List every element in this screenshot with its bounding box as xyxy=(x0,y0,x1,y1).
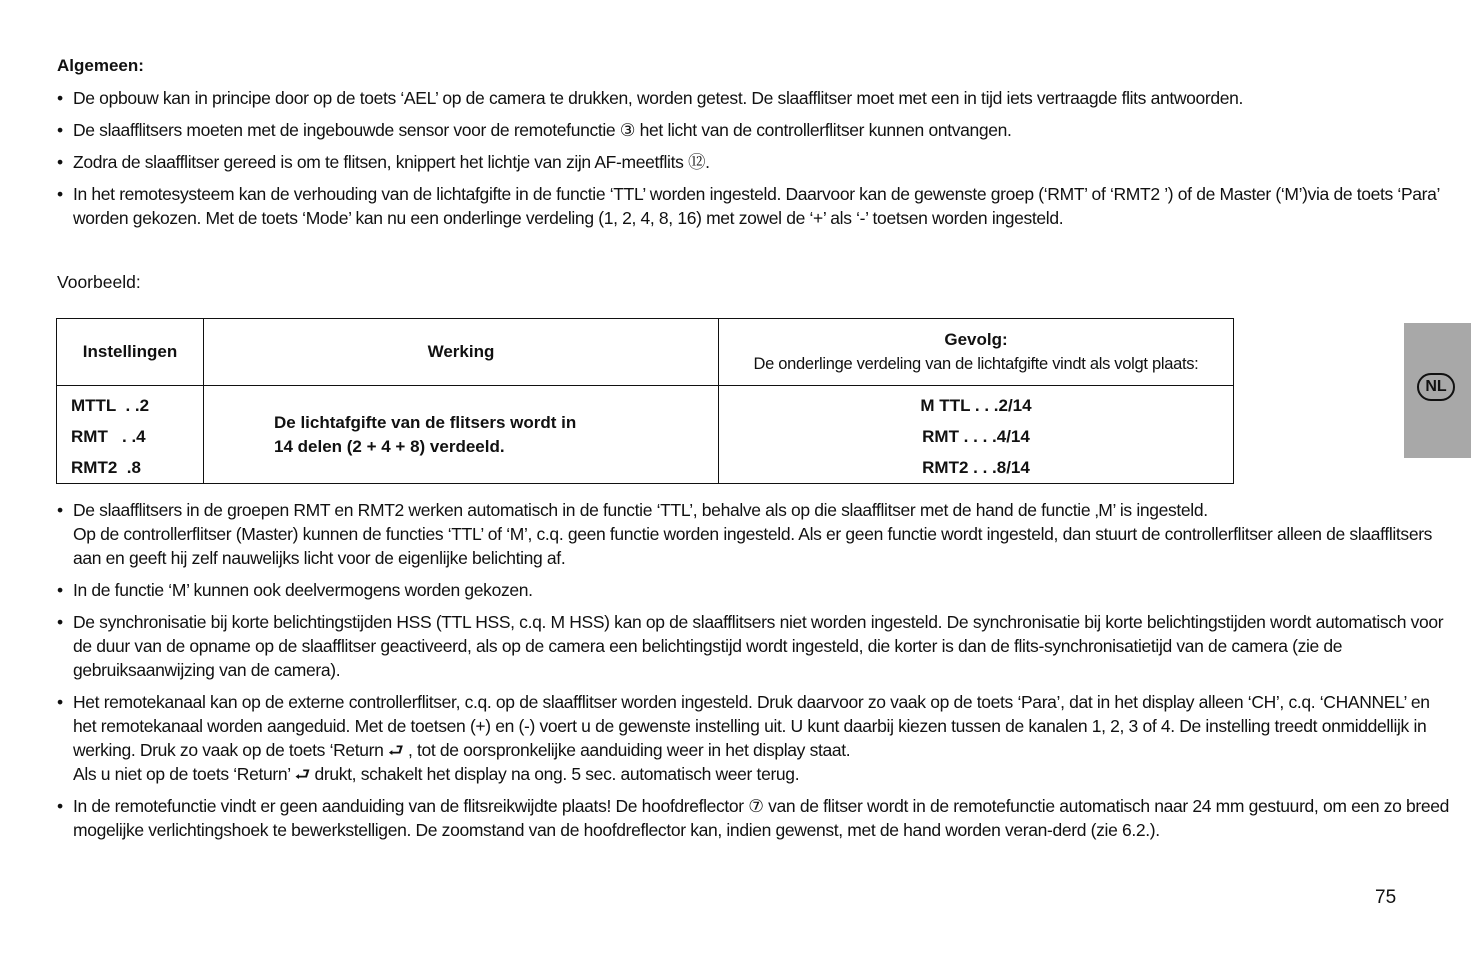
list-item xyxy=(57,794,1457,842)
bullet-dot: • xyxy=(57,692,63,712)
bullet-dot: • xyxy=(57,184,63,204)
list-item-text: In het remotesysteem kan de verhouding van de lichtafgifte in de functie ‘TTL’ worden ingesteld. Daarvoor kan de gewenste groep (‘RMT’ of ‘RMT2 ’) of de Master (‘M’)via de toets ‘Para’ worden gekozen. Met de toets ‘Mode’ kan nu een onderlinge verdeling (1, 2, 4, 8, 16) met zowel de ‘+’ als ‘-’ toetsen worden ingesteld. xyxy=(73,184,1440,228)
werking-cell xyxy=(204,386,719,484)
list-item xyxy=(57,86,1457,110)
list-item xyxy=(57,118,1457,142)
section-heading: Algemeen: xyxy=(57,56,144,75)
bullet-dot: • xyxy=(57,88,63,108)
bullet-dot: • xyxy=(57,500,63,520)
bullet-dot: • xyxy=(57,152,63,172)
setting-value: RMT2 .8 xyxy=(71,458,141,477)
gevolg-value: RMT2 . . .8/14 xyxy=(922,458,1030,477)
table-row xyxy=(57,386,1234,484)
werking-line: 14 delen (2 + 4 + 8) verdeeld. xyxy=(274,436,505,456)
list-item-text: De slaafflitsers in de groepen RMT en RMT2 werken automatisch in de functie ‘TTL’, behalve als op die slaafflitser met de hand de functie ‚M’ is ingesteld. Op de controllerflitser (Master) kunnen de functies ‘TTL’ of ‘M’, c.q. geen functie worden ingesteld. Als er geen functie wordt ingesteld, dan stuurt de controllerflitser alleen de slaafflitsers aan en geeft hij zelf nauwelijks licht voor de eigenlijke belichting af. xyxy=(73,500,1433,568)
werking-line: De lichtafgifte van de flitsers wordt in xyxy=(274,412,577,432)
list-item-text: De synchronisatie bij korte belichtingstijden HSS (TTL HSS, c.q. M HSS) kan op de slaafflitsers niet worden ingesteld. De synchronisatie bij korte belichtingstijden wordt automatisch voor de duur van de opname op de slaafflitser geactiveerd, als op de camera een belichtingstijd wordt ingesteld, die korter is dan de flits-synchronisatietijd van de camera (zie de gebruiksaanwijzing van de camera). xyxy=(73,612,1444,680)
header-instellingen: Instellingen xyxy=(57,319,204,386)
list-item xyxy=(57,498,1457,570)
list-item xyxy=(57,182,1457,230)
gevolg-value: M TTL . . .2/14 xyxy=(920,396,1032,415)
bullet-dot: • xyxy=(57,580,63,600)
language-badge: NL xyxy=(1417,373,1455,401)
list-item-text: De opbouw kan in principe door op de toets ‘AEL’ op de camera te drukken, worden getest. De slaafflitser moet met een in tijd iets vertraagde flits antwoorden. xyxy=(73,88,1244,108)
gevolg-cell xyxy=(719,386,1234,484)
list-item-text: In de functie ‘M’ kunnen ook deelvermogens worden gekozen. xyxy=(73,580,533,600)
list-item xyxy=(57,578,1457,602)
example-label: Voorbeeld: xyxy=(57,272,141,292)
list-item xyxy=(57,150,1457,174)
list-item xyxy=(57,610,1457,682)
bullet-dot: • xyxy=(57,120,63,140)
list-item-text: De slaafflitsers moeten met de ingebouwde sensor voor de remotefunctie ③ het licht van de controllerflitser kunnen ontvangen. xyxy=(73,120,1012,140)
page-number: 75 xyxy=(1375,887,1397,908)
gevolg-value: RMT . . . .4/14 xyxy=(922,427,1030,446)
header-gevolg xyxy=(719,319,1234,386)
table-header-row xyxy=(57,319,1234,386)
list-item xyxy=(57,690,1457,786)
list-item-text: In de remotefunctie vindt er geen aanduiding van de flitsreikwijdte plaats! De hoofdreflector ⑦ van de flitser wordt in de remotefunctie automatisch naar 24 mm gestuurd, om een zo breed mogelijke verlichtingshoek te bewerkstelligen. De zoomstand van de hoofdreflector kan, indien gewenst, met de hand worden veran-derd (zie 6.2.). xyxy=(73,796,1450,840)
setting-value: MTTL . .2 xyxy=(71,396,150,415)
list-item-text: Zodra de slaafflitser gereed is om te flitsen, knippert het lichtje van zijn AF-meetflits ⑫. xyxy=(73,152,710,172)
header-gevolg-subtitle: De onderlinge verdeling van de lichtafgifte vindt als volgt plaats: xyxy=(753,355,1199,373)
setting-value: RMT . .4 xyxy=(71,427,146,446)
example-table xyxy=(56,318,1234,484)
header-werking: Werking xyxy=(204,319,719,386)
bullet-dot: • xyxy=(57,796,63,816)
settings-cell xyxy=(57,386,204,484)
header-gevolg-title: Gevolg: xyxy=(944,330,1008,349)
language-tab xyxy=(1404,323,1471,458)
bullet-list-notes xyxy=(57,498,1457,850)
list-item-text: Het remotekanaal kan op de externe controllerflitser, c.q. op de slaafflitser worden ingesteld. Druk daarvoor zo vaak op de toets ‘Para’, dat in het display alleen ‘CH’, c.q. ‘CHANNEL’ en het remotekanaal worden aangeduid. Met de toetsen (+) en (-) voert u de gewenste instelling uit. U kunt daarbij kiezen tussen de kanalen 1, 2, 3 of 4. De instelling treedt onmiddellijk in werking. Druk zo vaak op de toets ‘Return ⮐ , tot de oorspronkelijke aanduiding weer in het display staat. Als u niet op de toets ‘Return’ ⮐ drukt, schakelt het display na ong. 5 sec. automatisch weer terug. xyxy=(73,692,1430,784)
bullet-list-general xyxy=(57,86,1457,238)
bullet-dot: • xyxy=(57,612,63,632)
